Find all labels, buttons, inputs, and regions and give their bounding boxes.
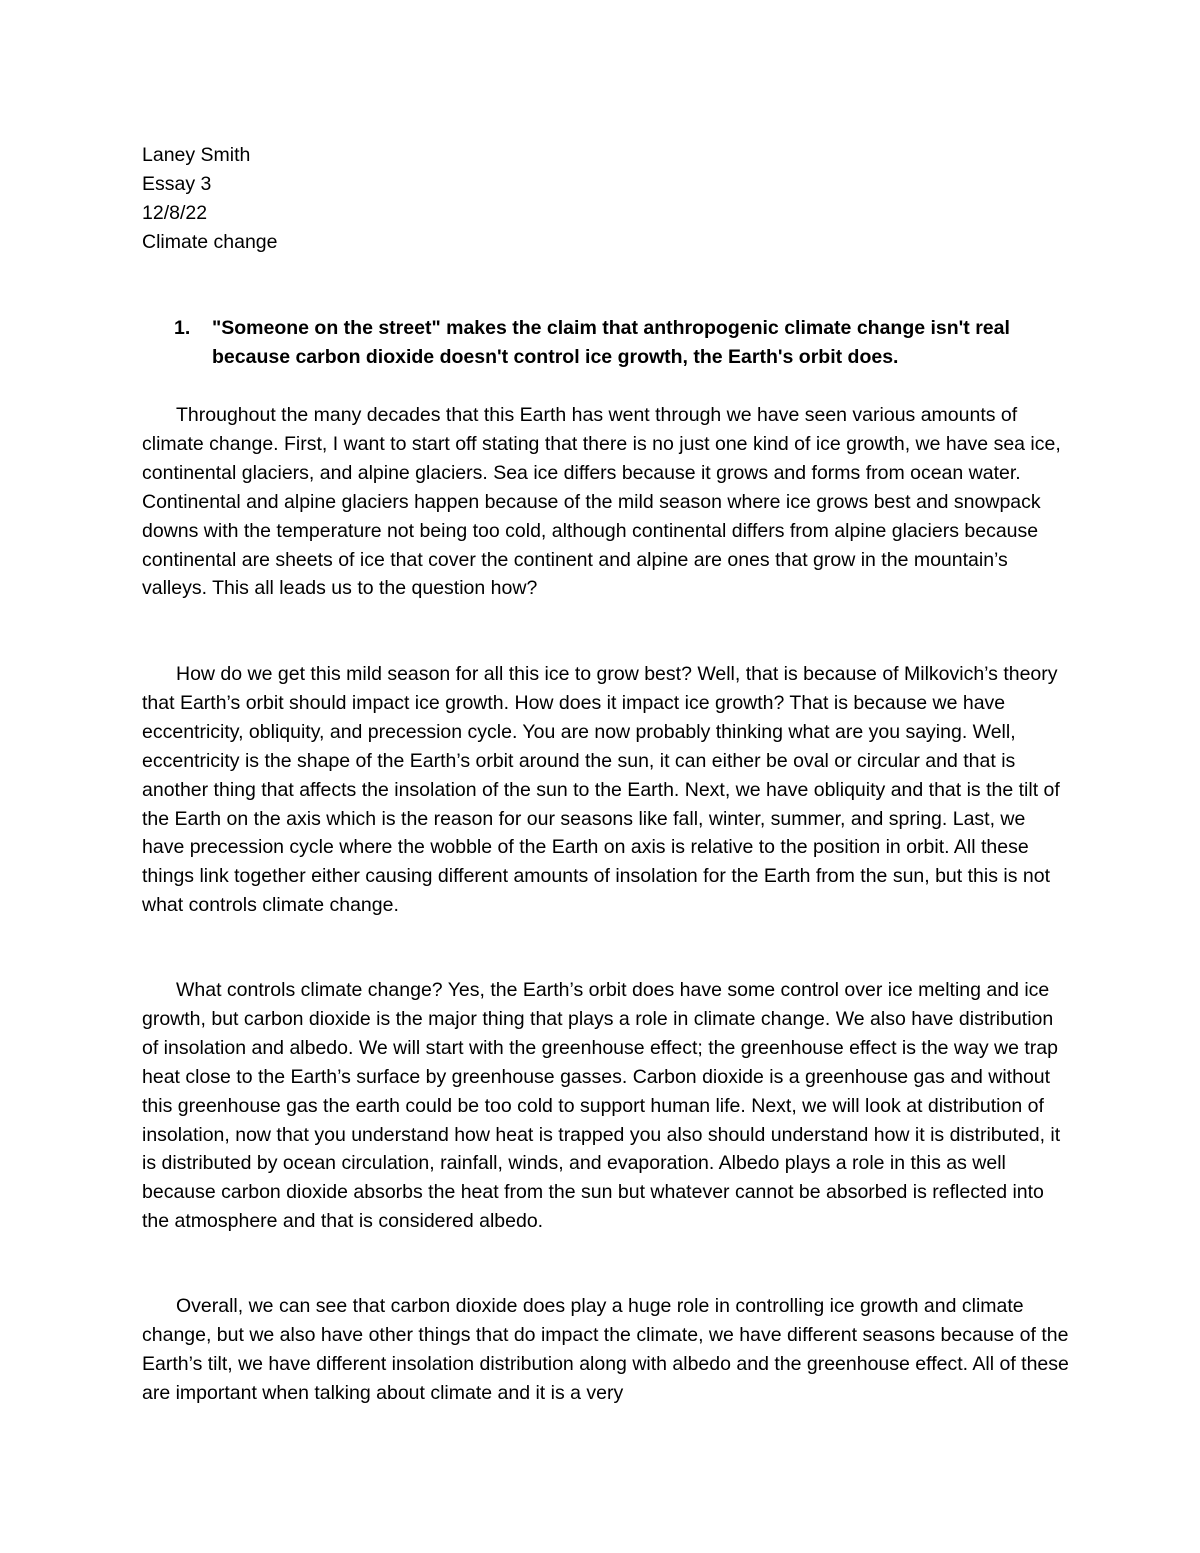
body-paragraph: Overall, we can see that carbon dioxide does play a huge role in controlling ice growth and climate change, but we also have other things that do impact the climate, we have different seasons because of the Earth’s tilt, we have different insolation distribution along with albedo and the greenhouse effect. All of these are important when talking about climate and it is a very xyxy=(142,1295,1069,1404)
body-paragraph: Throughout the many decades that this Earth has went through we have seen various amounts of climate change. First, I want to start off stating that there is no just one kind of ice growth, we have sea ice, continental glaciers, and alpine glaciers. Sea ice differs because it grows and forms from ocean water. Continental and alpine glaciers happen because of the mild season where ice grows best and snowpack downs with the temperature not being too cold, although continental differs from alpine glaciers because continental are sheets of ice that cover the continent and alpine are ones that grow in the mountain’s valleys. This all leads us to the question how? xyxy=(142,404,1061,600)
body-paragraph: How do we get this mild season for all this ice to grow best? Well, that is because of Milkovich’s theory that Earth’s orbit should impact ice growth. How does it impact ice growth? That is because we have eccentricity, obliquity, and precession cycle. You are now probably thinking what are you saying. Well, eccentricity is the shape of the Earth’s orbit around the sun, it can either be oval or circular and that is another thing that affects the insolation of the sun to the Earth. Next, we have obliquity and that is the tilt of the Earth on the axis which is the reason for our seasons like fall, winter, summer, and spring. Last, we have precession cycle where the wobble of the Earth on axis is relative to the position in orbit. All these things link together either causing different amounts of insolation for the Earth from the sun, but this is not what controls climate change. xyxy=(142,663,1060,917)
question-number: 1. xyxy=(174,317,191,339)
essay-date: 12/8/22 xyxy=(142,201,208,224)
assignment-title: Essay 3 xyxy=(142,172,212,195)
essay-topic: Climate change xyxy=(142,230,278,253)
essay-question xyxy=(142,314,1072,372)
essay-header xyxy=(142,141,278,257)
author-name: Laney Smith xyxy=(142,144,251,166)
question-text: "Someone on the street" makes the claim that anthropogenic climate change isn't real because carbon dioxide doesn't control ice growth, the Earth's orbit does. xyxy=(212,317,1010,368)
body-paragraph: What controls climate change? Yes, the Earth’s orbit does have some control over ice melting and ice growth, but carbon dioxide is the major thing that plays a role in climate change. We also have distribution of insolation and albedo. We will start with the greenhouse effect; the greenhouse effect is the way we trap heat close to the Earth’s surface by greenhouse gasses. Carbon dioxide is a greenhouse gas and without this greenhouse gas the earth could be too cold to support human life. Next, we will look at distribution of insolation, now that you understand how heat is trapped you also should understand how it is distributed, it is distributed by ocean circulation, rainfall, winds, and evaporation. Albedo plays a role in this as well because carbon dioxide absorbs the heat from the sun but whatever cannot be absorbed is reflected into the atmosphere and that is considered albedo. xyxy=(142,979,1061,1233)
